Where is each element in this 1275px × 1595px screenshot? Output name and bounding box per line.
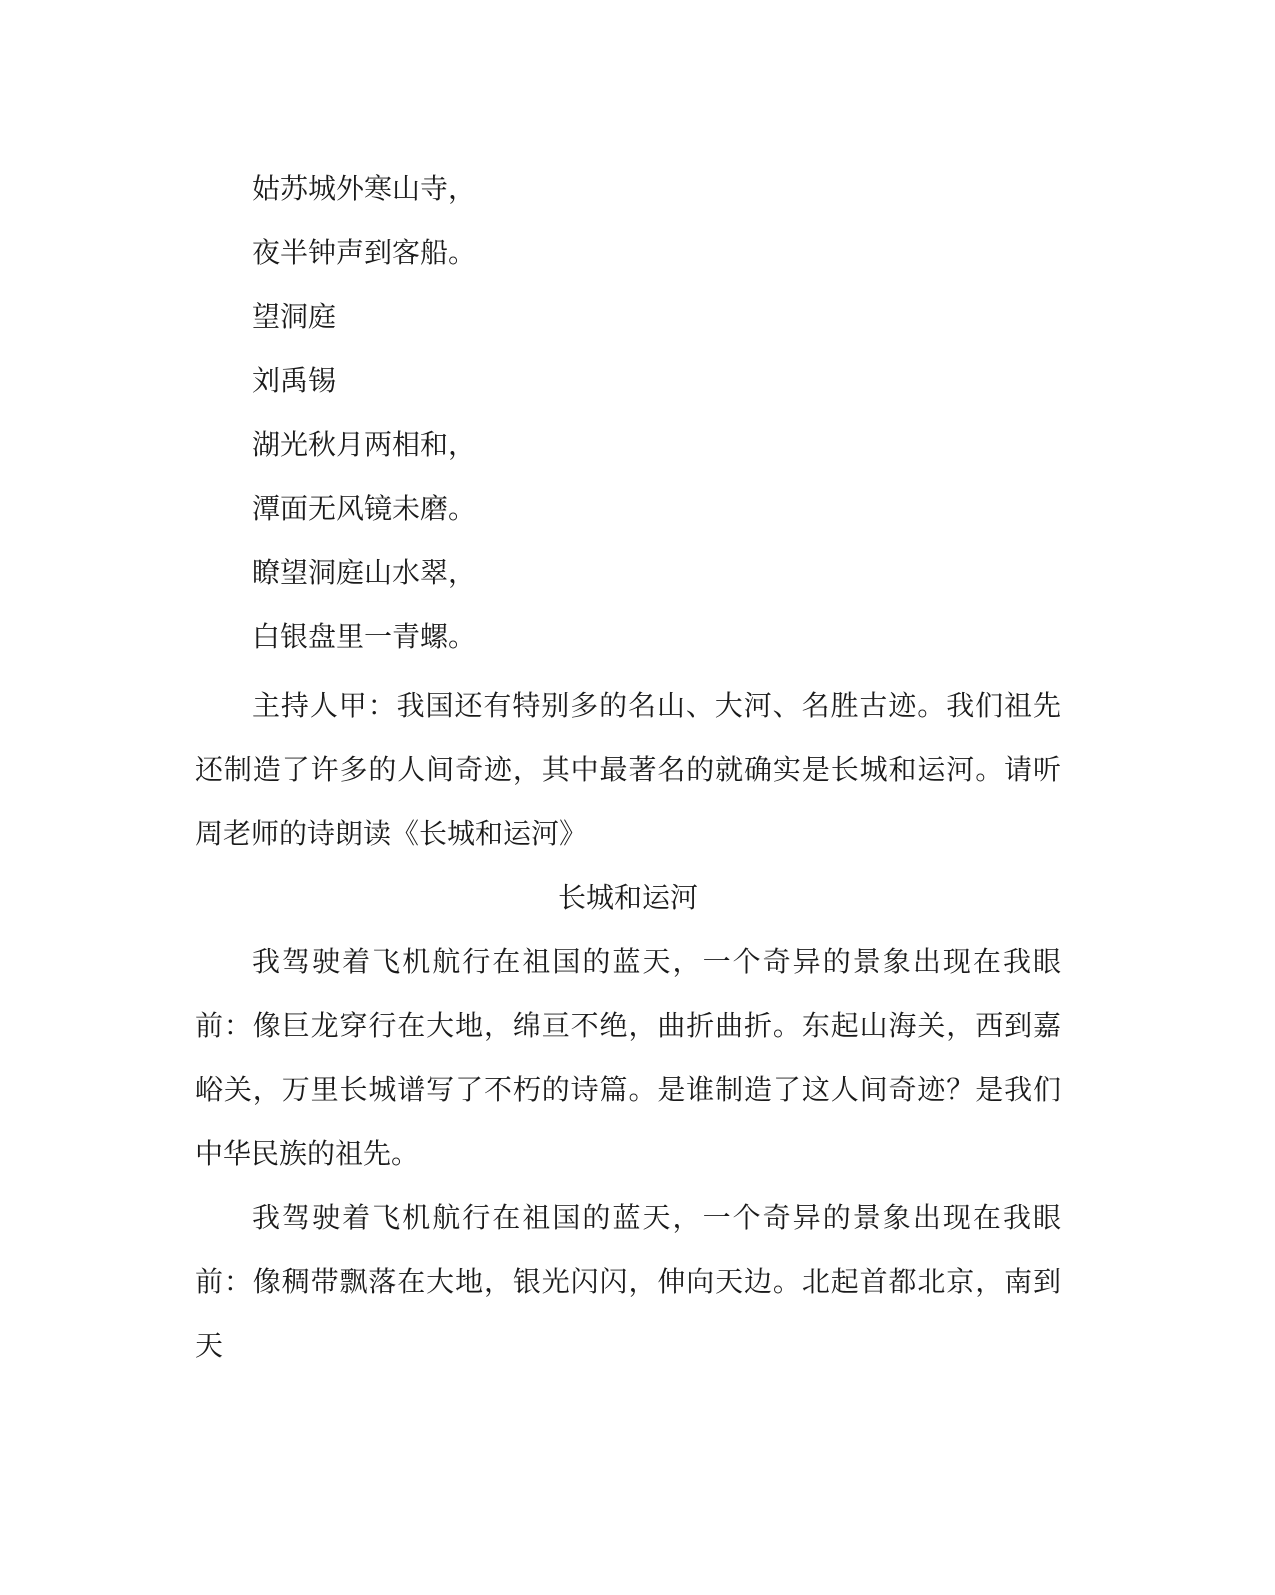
poem-line: 白银盘里一青螺。	[252, 620, 477, 653]
host-paragraph: 主持人甲：我国还有特别多的名山、大河、名胜古迹。我们祖先还制造了许多的人间奇迹，其中最著名的就确实是长城和运河。请听周老师的诗朗读《长城和运河》	[195, 689, 1061, 850]
section-title: 长城和运河	[557, 881, 698, 914]
poem-line: 瞭望洞庭山水翠，	[252, 556, 477, 589]
poem-author: 刘禹锡	[252, 364, 337, 397]
poem-line: 潭面无风镜未磨。	[252, 492, 477, 525]
poem-line: 夜半钟声到客船。	[252, 236, 477, 269]
body-paragraph: 我驾驶着飞机航行在祖国的蓝天，一个奇异的景象出现在我眼前：像稠带飘落在大地，银光闪闪，伸向天边。北起首都北京，南到天	[195, 1201, 1061, 1362]
poem-line: 姑苏城外寒山寺，	[252, 172, 477, 205]
poem-line: 湖光秋月两相和，	[252, 428, 477, 461]
body-paragraph: 我驾驶着飞机航行在祖国的蓝天，一个奇异的景象出现在我眼前：像巨龙穿行在大地，绵亘不绝，曲折曲折。东起山海关，西到嘉峪关，万里长城谱写了不朽的诗篇。是谁制造了这人间奇迹？是我们中华民族的祖先。	[195, 945, 1061, 1170]
poem-title: 望洞庭	[252, 300, 337, 333]
document-body	[195, 162, 1061, 1378]
